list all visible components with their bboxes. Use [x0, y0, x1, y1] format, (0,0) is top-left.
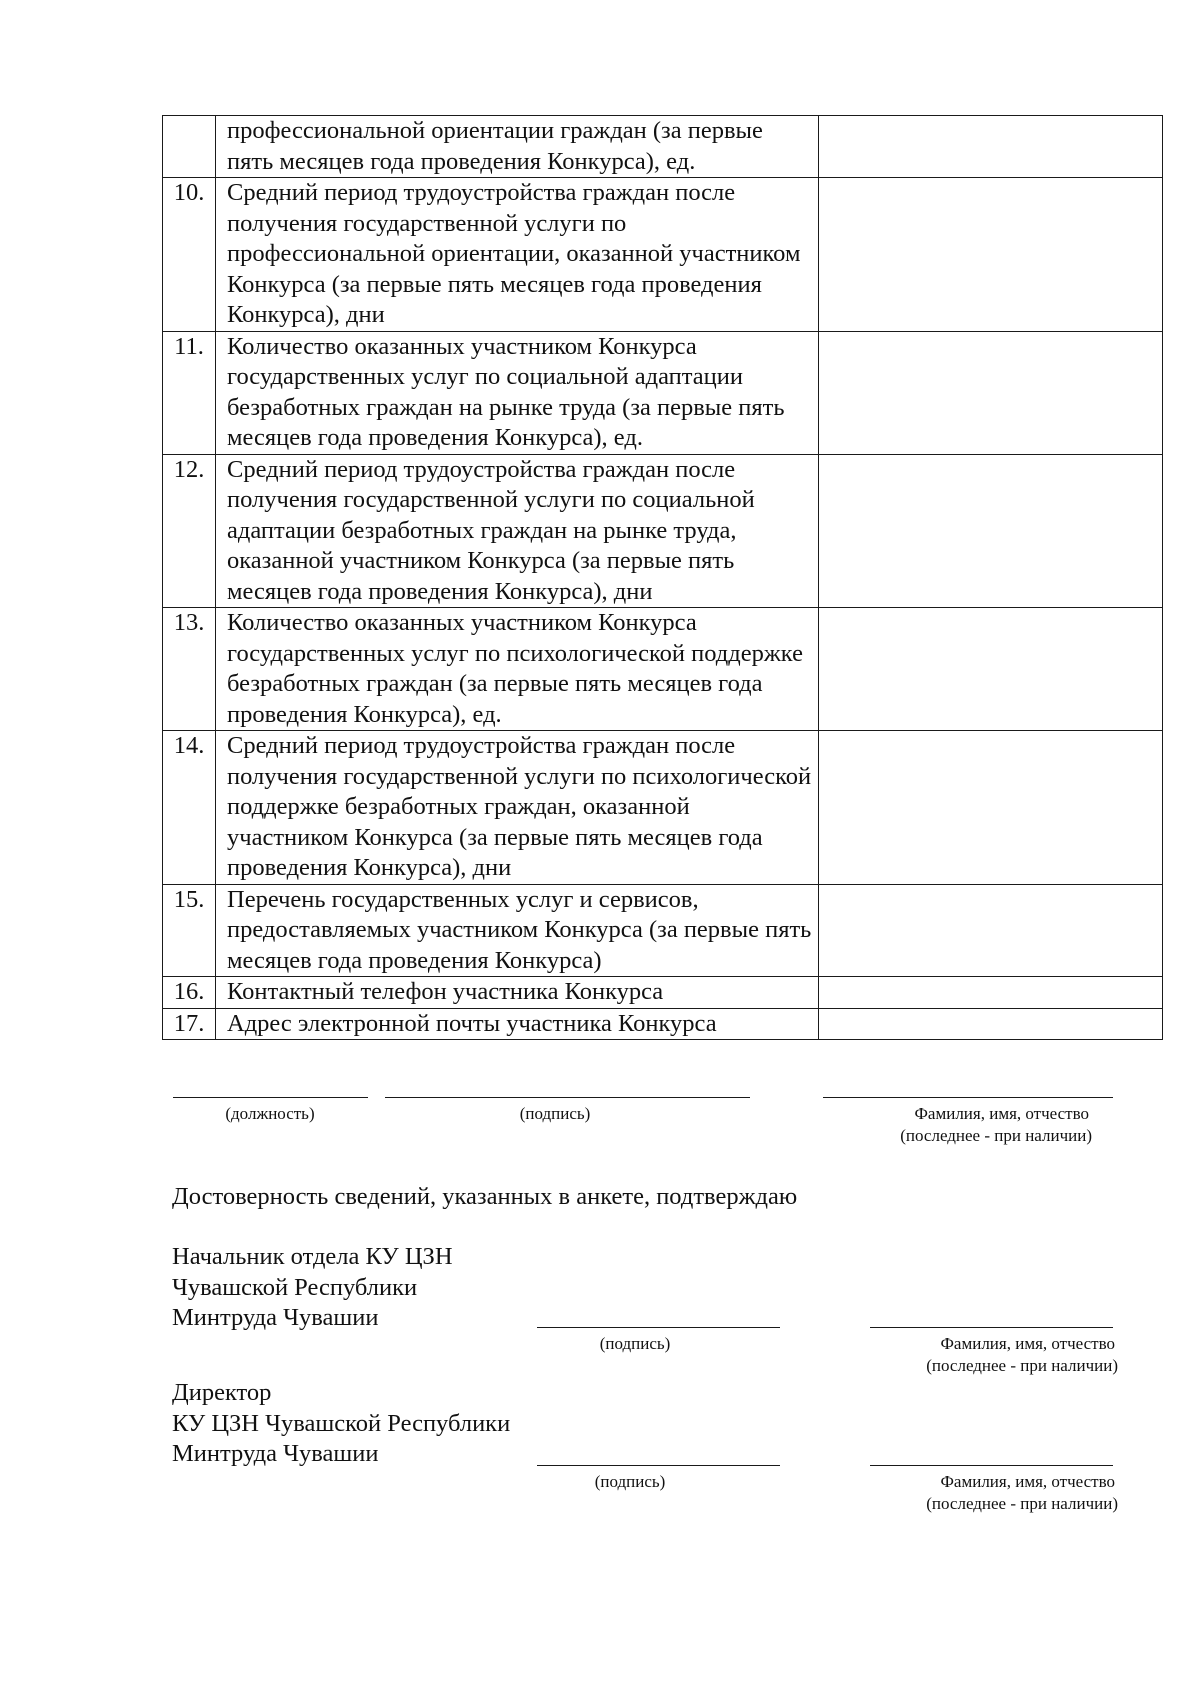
row-number: 12. — [163, 454, 216, 608]
signer-2-signature-caption: (подпись) — [594, 1472, 666, 1491]
row-description: Адрес электронной почты участника Конкурса — [216, 1008, 819, 1040]
row-number: 17. — [163, 1008, 216, 1040]
position-caption: (должность) — [225, 1104, 315, 1123]
row-number — [163, 116, 216, 178]
table-row — [163, 454, 1163, 608]
signer-1-signature-line[interactable] — [537, 1327, 780, 1328]
table-row — [163, 331, 1163, 454]
name-caption: Фамилия, имя, отчество (последнее - при наличии) — [900, 1104, 1092, 1145]
signer-2-title: Директор КУ ЦЗН Чувашской Республики Минтруда Чувашии — [172, 1379, 511, 1467]
row-value-field[interactable] — [819, 1008, 1163, 1040]
table-row — [163, 116, 1163, 178]
row-value-field[interactable] — [819, 731, 1163, 885]
signer-2-name-caption: Фамилия, имя, отчество (последнее - при наличии) — [926, 1472, 1118, 1513]
questionnaire-table — [162, 115, 1163, 1040]
table-row — [163, 884, 1163, 977]
row-number: 14. — [163, 731, 216, 885]
row-value-field[interactable] — [819, 116, 1163, 178]
row-number: 11. — [163, 331, 216, 454]
confirmation-text: Достоверность сведений, указанных в анкете, подтверждаю — [172, 1183, 798, 1210]
row-number: 16. — [163, 977, 216, 1009]
row-description: Средний период трудоустройства граждан после получения государственной услуги по профессиональной ориентации, оказанной участником Конкурса (за первые пять месяцев года проведения Конкурса), дни — [216, 178, 819, 332]
row-description: профессиональной ориентации граждан (за первые пять месяцев года проведения Конкурса), ед. — [216, 116, 819, 178]
row-description: Средний период трудоустройства граждан после получения государственной услуги по психологической поддержке безработных граждан, оказанной участником Конкурса (за первые пять месяцев года проведения Конкурса), дни — [216, 731, 819, 885]
table-row — [163, 1008, 1163, 1040]
signer-1-name-line[interactable] — [870, 1327, 1113, 1328]
signature-line[interactable] — [385, 1097, 750, 1098]
signature-caption: (подпись) — [519, 1104, 591, 1123]
signer-1-signature-caption: (подпись) — [599, 1334, 671, 1353]
row-description: Количество оказанных участником Конкурса государственных услуг по психологической поддержке безработных граждан (за первые пять месяцев года проведения Конкурса), ед. — [216, 608, 819, 731]
position-line[interactable] — [173, 1097, 368, 1098]
row-number: 10. — [163, 178, 216, 332]
signer-2-signature-line[interactable] — [537, 1465, 780, 1466]
row-value-field[interactable] — [819, 608, 1163, 731]
signer-1-name-caption: Фамилия, имя, отчество (последнее - при наличии) — [926, 1334, 1118, 1375]
signer-1-title: Начальник отдела КУ ЦЗН Чувашской Республики Минтруда Чувашии — [172, 1243, 453, 1331]
row-value-field[interactable] — [819, 977, 1163, 1009]
table-row — [163, 731, 1163, 885]
signer-2-name-line[interactable] — [870, 1465, 1113, 1466]
table-row — [163, 608, 1163, 731]
row-number: 15. — [163, 884, 216, 977]
row-value-field[interactable] — [819, 454, 1163, 608]
row-description: Перечень государственных услуг и сервисов, предоставляемых участником Конкурса (за первые пять месяцев года проведения Конкурса) — [216, 884, 819, 977]
row-value-field[interactable] — [819, 178, 1163, 332]
row-number: 13. — [163, 608, 216, 731]
row-value-field[interactable] — [819, 884, 1163, 977]
row-description: Количество оказанных участником Конкурса государственных услуг по социальной адаптации безработных граждан на рынке труда (за первые пять месяцев года проведения Конкурса), ед. — [216, 331, 819, 454]
row-description: Средний период трудоустройства граждан после получения государственной услуги по социальной адаптации безработных граждан на рынке труда, оказанной участником Конкурса (за первые пять месяцев года проведения Конкурса), дни — [216, 454, 819, 608]
name-line[interactable] — [823, 1097, 1113, 1098]
row-value-field[interactable] — [819, 331, 1163, 454]
row-description: Контактный телефон участника Конкурса — [216, 977, 819, 1009]
table-row — [163, 178, 1163, 332]
table-row — [163, 977, 1163, 1009]
